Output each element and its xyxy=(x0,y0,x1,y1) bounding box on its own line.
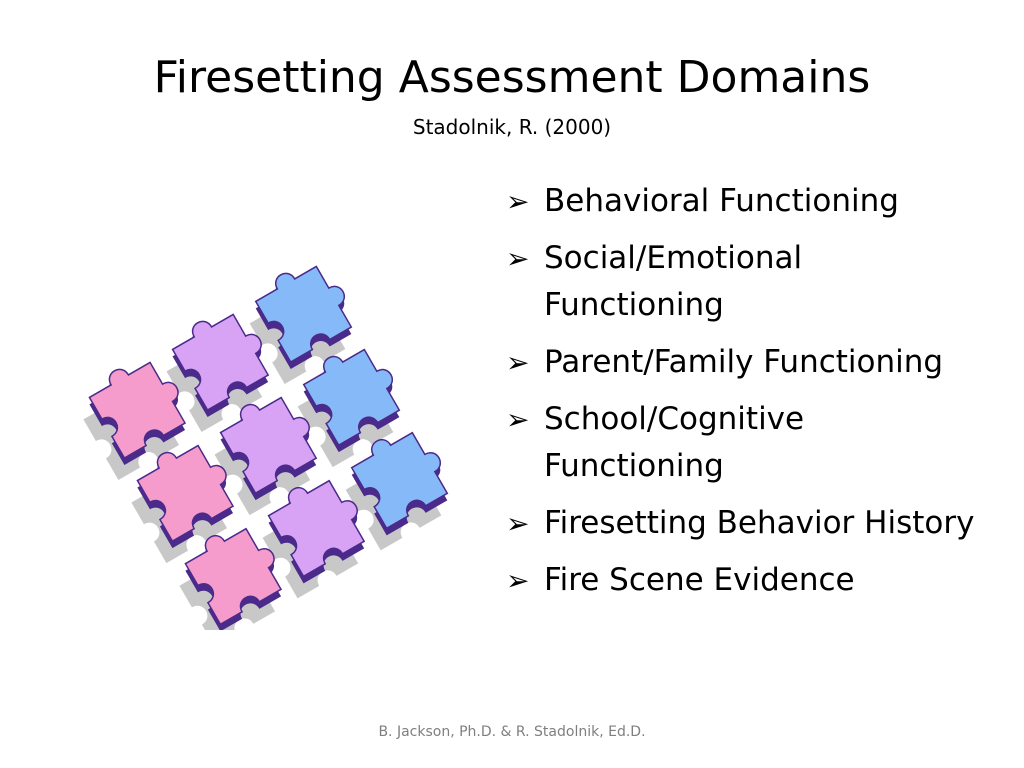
list-item xyxy=(506,339,986,386)
list-item xyxy=(506,557,986,604)
list-item-label: School/Cognitive Functioning xyxy=(544,401,805,484)
list-item xyxy=(506,178,986,225)
arrow-bullet-icon: ➢ xyxy=(506,507,530,540)
domain-list xyxy=(506,178,986,614)
puzzle-pieces-illustration xyxy=(72,260,462,630)
arrow-bullet-icon: ➢ xyxy=(506,346,530,379)
list-item xyxy=(506,235,986,329)
arrow-bullet-icon: ➢ xyxy=(506,185,530,218)
arrow-bullet-icon: ➢ xyxy=(506,403,530,436)
list-item-label: Firesetting Behavior History xyxy=(544,505,975,541)
arrow-bullet-icon: ➢ xyxy=(506,564,530,597)
list-item xyxy=(506,396,986,490)
arrow-bullet-icon: ➢ xyxy=(506,242,530,275)
slide-subtitle: Stadolnik, R. (2000) xyxy=(412,115,612,139)
list-item-label: Fire Scene Evidence xyxy=(544,562,855,598)
list-item xyxy=(506,500,986,547)
slide-footer: B. Jackson, Ph.D. & R. Stadolnik, Ed.D. xyxy=(378,724,646,740)
slide-title: Firesetting Assessment Domains xyxy=(153,52,871,103)
list-item-label: Parent/Family Functioning xyxy=(544,344,944,380)
list-item-label: Social/Emotional Functioning xyxy=(544,240,803,323)
list-item-label: Behavioral Functioning xyxy=(544,183,899,219)
